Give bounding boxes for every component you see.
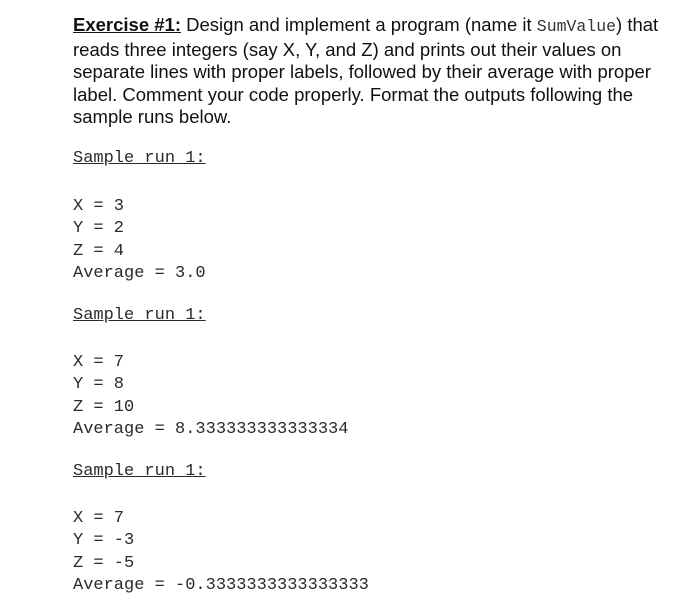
- output-line-z: Z = 4: [73, 241, 125, 261]
- sample-run-title: Sample run 1:: [73, 462, 206, 481]
- sample-run-title: Sample run 1:: [73, 149, 206, 168]
- output-line-x: X = 7: [73, 353, 125, 372]
- output-line-z: Z = 10: [73, 397, 135, 417]
- output-line-x: X = 7: [73, 509, 125, 528]
- exercise-text-before-code: Design and implement a program (name it: [181, 14, 537, 35]
- exercise-description: [73, 14, 673, 129]
- output-line-y: Y = 8: [73, 375, 125, 395]
- output-line-y: Y = -3: [73, 531, 135, 551]
- output-line-x: X = 3: [73, 197, 125, 216]
- exercise-heading: Exercise #1:: [73, 14, 182, 35]
- output-line-average: Average = -0.3333333333333333: [73, 575, 369, 595]
- output-line-average: Average = 3.0: [73, 263, 206, 283]
- output-line-average: Average = 8.333333333333334: [73, 419, 349, 439]
- program-name: SumValue: [536, 17, 617, 36]
- output-line-y: Y = 2: [73, 219, 125, 239]
- sample-run-output: [73, 352, 348, 441]
- sample-run-title: Sample run 1:: [73, 306, 206, 325]
- output-line-z: Z = -5: [73, 553, 135, 573]
- sample-run-output: [73, 508, 369, 597]
- exercise-text-after-code: ) that reads three integers (say X, Y, and Z) and prints out their values on separate lines with proper labels, followed by their average with proper label. Comment your code properly. Format the outputs following the sample runs below.: [73, 14, 659, 127]
- sample-run-output: [73, 196, 206, 285]
- exercise-document: [73, 14, 673, 595]
